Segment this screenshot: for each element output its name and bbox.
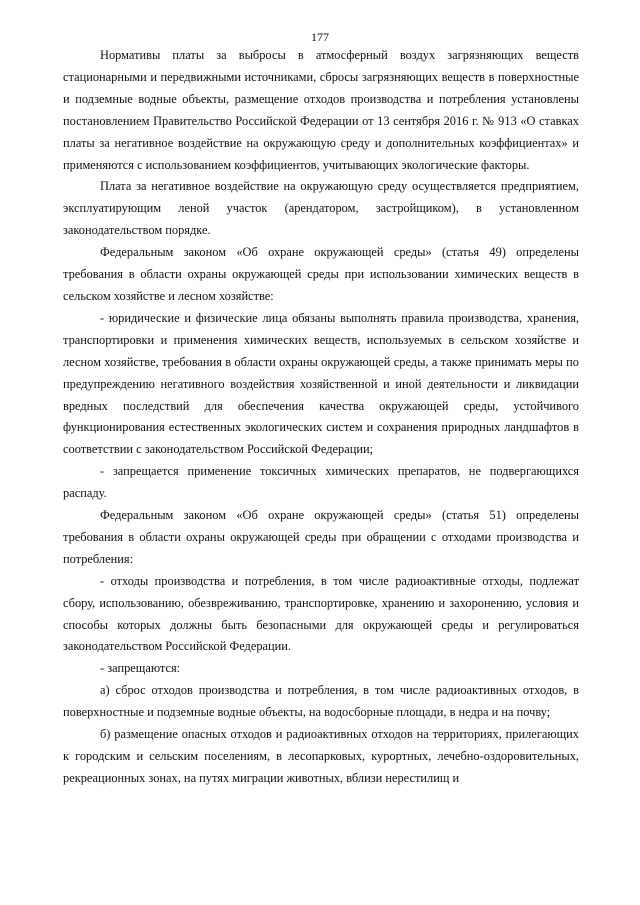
paragraph-fee-payment: Плата за негативное воздействие на окружающую среду осуществляется предприятием, эксплуатирующим леной участок (арендатором, застройщиком), в установленном законодательством порядке.: [63, 179, 579, 238]
paragraph-waste-handling: - отходы производства и потребления, в том числе радиоактивные отходы, подлежат сбору, использованию, обезвреживанию, транспортировке, хранению и захоронению, условия и способы которых должны быть безопасными для окружающей среды и регулироваться законодательством Российской Федерации.: [63, 573, 579, 654]
paragraph-chemical-rules: - юридические и физические лица обязаны выполнять правила производства, хранения, транспортировки и применения химических веществ, используемых в сельском хозяйстве и лесном хозяйстве, требования в области охраны окружающей среды, а также принимать меры по предупреждению негативного воздействия хозяйственной и иной деятельности и ликвидации вредных последствий для обеспечения качества окружающей среды, устойчивого функционирования естественных экологических систем и сохранения природных ландшафтов в соответствии с законодательством Российской Федерации;: [63, 310, 579, 457]
document-body: [63, 45, 579, 790]
paragraph-item-b: б) размещение опасных отходов и радиоактивных отходов на территориях, прилегающих к городским и сельским поселениям, в лесопарковых, курортных, лечебно-оздоровительных, рекреационных зонах, на путях миграции животных, вблизи нерестилищ и: [63, 727, 579, 785]
paragraph-toxic-ban: - запрещается применение токсичных химических препаратов, не подвергающихся распаду.: [63, 464, 579, 501]
page-number: 177: [311, 30, 329, 44]
paragraph-item-a: а) сброс отходов производства и потребления, в том числе радиоактивных отходов, в поверхностные и подземные водные объекты, на водосборные площади, в недра и на почву;: [63, 683, 579, 720]
paragraph-article-51: Федеральным законом «Об охране окружающей среды» (статья 51) определены требования в области охраны окружающей среды при обращении с отходами производства и потребления:: [63, 508, 579, 566]
paragraph-emission-fee-standards: Нормативы платы за выбросы в атмосферный воздух загрязняющих веществ стационарными и передвижными источниками, сбросы загрязняющих веществ в поверхностные и подземные водные объекты, размещение отходов производства и потребления установлены постановлением Правительство Российской Федерации от 13 сентября 2016 г. № 913 «О ставках платы за негативное воздействие на окружающую среду и дополнительных коэффициентах» и применяются с использованием коэффициентов, учитывающих экологические факторы.: [63, 48, 579, 172]
paragraph-article-49: Федеральным законом «Об охране окружающей среды» (статья 49) определены требования в области охраны окружающей среды при использовании химических веществ в сельском хозяйстве и лесном хозяйстве:: [63, 245, 579, 303]
paragraph-prohibited: - запрещаются:: [100, 661, 181, 676]
